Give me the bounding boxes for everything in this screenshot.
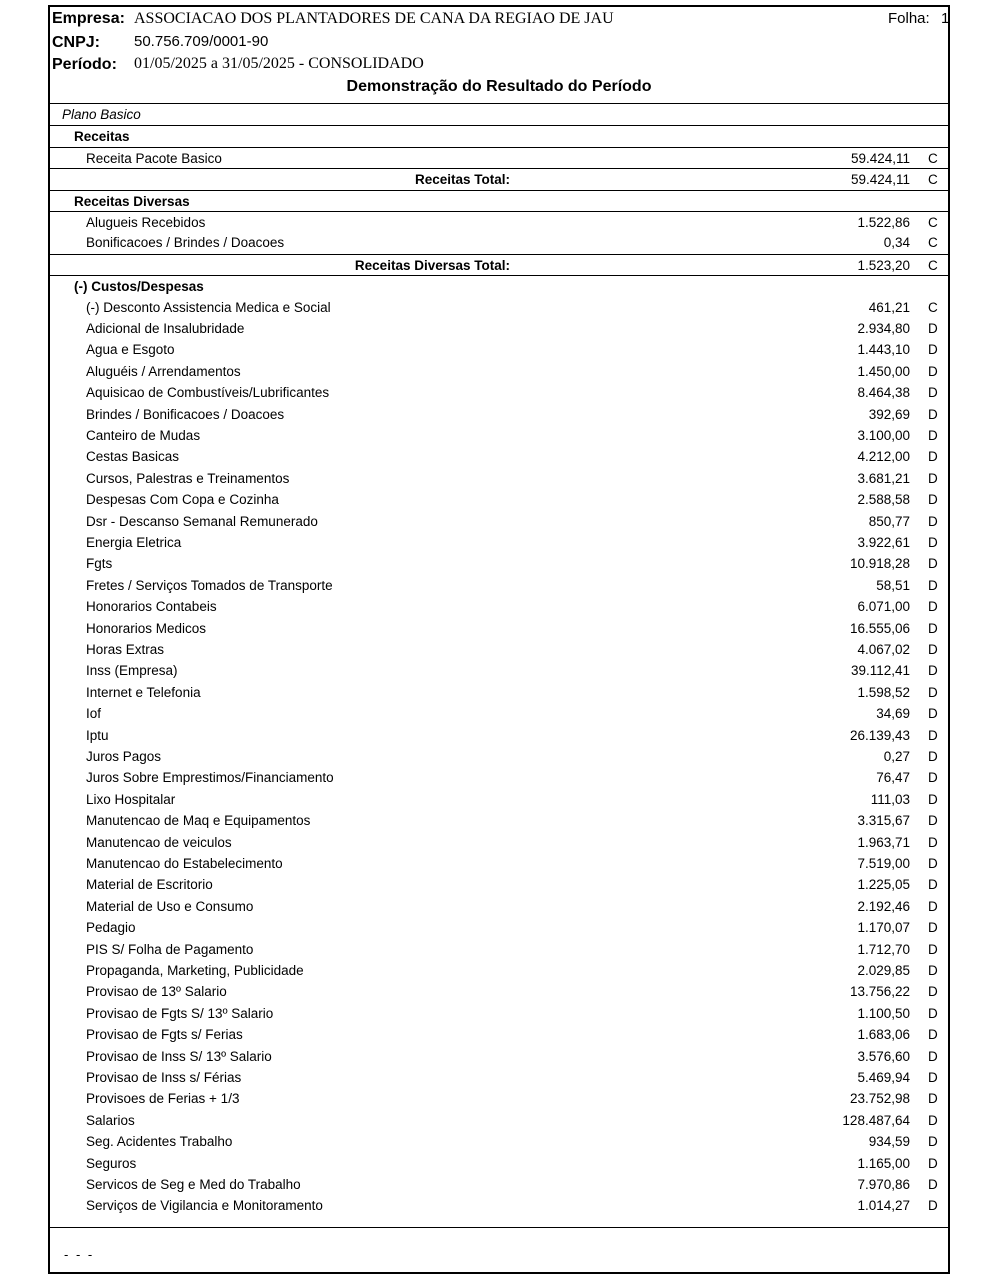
- account-name: Energia Eletrica: [86, 535, 182, 550]
- debit-credit-flag: D: [928, 642, 938, 657]
- table-row: [50, 1153, 948, 1174]
- amount-value: 111,03: [870, 791, 910, 807]
- debit-credit-flag: C: [928, 257, 938, 273]
- amount-value: 1.170,07: [857, 920, 910, 936]
- account-name: Provisao de Inss s/ Férias: [86, 1070, 242, 1085]
- account-name: Adicional de Insalubridade: [86, 321, 245, 336]
- account-name: Dsr - Descanso Semanal Remunerado: [86, 513, 318, 529]
- account-name: Lixo Hospitalar: [86, 791, 176, 807]
- amount-value: 1.165,00: [857, 1155, 910, 1171]
- debit-credit-flag: D: [928, 770, 938, 786]
- footer-text: - - -: [64, 1247, 95, 1262]
- table-row: [50, 468, 948, 489]
- debit-credit-flag: D: [928, 406, 938, 422]
- amount-value: 850,77: [868, 513, 910, 529]
- account-name: Aquisicao de Combustíveis/Lubrificantes: [86, 385, 330, 401]
- debit-credit-flag: D: [928, 363, 938, 379]
- account-name: Alugueis Recebidos: [86, 215, 206, 230]
- debit-credit-flag: D: [928, 1134, 938, 1150]
- amount-value: 26.139,43: [849, 727, 910, 743]
- debit-credit-flag: D: [928, 577, 938, 593]
- account-name: Horas Extras: [86, 642, 165, 657]
- amount-value: 2.192,46: [857, 898, 910, 914]
- debit-credit-flag: D: [928, 513, 938, 529]
- debit-credit-flag: D: [928, 492, 938, 508]
- account-name: Manutencao de Maq e Equipamentos: [86, 813, 311, 829]
- amount-value: 1.523,20: [857, 257, 910, 273]
- table-row: [50, 1088, 948, 1109]
- table-row: [50, 767, 948, 788]
- account-name: Material de Escritorio: [86, 877, 213, 893]
- account-name: Iptu: [86, 727, 109, 743]
- amount-value: 7.519,00: [857, 856, 910, 871]
- amount-value: 1.014,27: [857, 1198, 910, 1214]
- cnpj-label: CNPJ:: [52, 34, 101, 51]
- account-name: Juros Sobre Emprestimos/Financiamento: [86, 770, 334, 786]
- debit-credit-flag: D: [928, 706, 938, 722]
- debit-credit-flag: D: [928, 321, 938, 336]
- table-row: [50, 703, 948, 724]
- table-row: [50, 1195, 948, 1216]
- account-name: Provisoes de Ferias + 1/3: [86, 1091, 240, 1107]
- debit-credit-flag: D: [928, 1091, 938, 1107]
- table-row: [50, 339, 948, 360]
- amount-value: 1.100,50: [857, 1005, 910, 1021]
- table-row: [50, 511, 948, 532]
- amount-value: 1.443,10: [857, 342, 910, 358]
- account-name: Inss (Empresa): [86, 663, 178, 679]
- amount-value: 39.112,41: [850, 663, 910, 679]
- account-name: Honorarios Contabeis: [86, 599, 217, 615]
- account-name: Pedagio: [86, 920, 136, 936]
- table-row: [50, 297, 948, 318]
- total-row: [50, 168, 948, 190]
- table-row: [50, 939, 948, 960]
- debit-credit-flag: D: [928, 941, 938, 957]
- amount-value: 3.681,21: [857, 470, 910, 486]
- account-name: Provisao de Fgts S/ 13º Salario: [86, 1005, 274, 1021]
- account-name: Cestas Basicas: [86, 449, 180, 465]
- table-row: [50, 361, 948, 382]
- account-name: Bonificacoes / Brindes / Doacoes: [86, 235, 285, 251]
- debit-credit-flag: D: [928, 834, 938, 850]
- debit-credit-flag: D: [928, 1027, 938, 1043]
- account-name: PIS S/ Folha de Pagamento: [86, 941, 254, 957]
- table-row: [50, 810, 948, 831]
- account-name: Propaganda, Marketing, Publicidade: [86, 963, 304, 978]
- account-name: Iof: [86, 706, 102, 722]
- debit-credit-flag: D: [928, 535, 938, 550]
- debit-credit-flag: D: [928, 749, 938, 764]
- table-row: [50, 639, 948, 660]
- account-name: Fgts: [86, 556, 113, 572]
- amount-value: 59.424,11: [850, 172, 910, 188]
- total-row: [50, 254, 948, 276]
- folha-value: 1: [941, 10, 950, 27]
- account-name: Serviços de Vigilancia e Monitoramento: [86, 1198, 323, 1214]
- debit-credit-flag: D: [928, 385, 938, 401]
- debit-credit-flag: C: [928, 172, 938, 188]
- debit-credit-flag: D: [928, 1005, 938, 1021]
- table-row: [50, 575, 948, 596]
- account-name: Agua e Esgoto: [86, 342, 175, 358]
- total-label: Receitas Total:: [414, 172, 510, 188]
- amount-value: 16.555,06: [849, 620, 910, 636]
- amount-value: 59.424,11: [850, 150, 910, 166]
- periodo-value: 01/05/2025 a 31/05/2025 - CONSOLIDADO: [134, 55, 424, 72]
- section-title: Receitas: [74, 129, 130, 145]
- amount-value: 1.712,70: [857, 941, 910, 957]
- table-row: [50, 1131, 948, 1152]
- table-row: [50, 896, 948, 917]
- table-row: [50, 318, 948, 339]
- section-header: [50, 190, 948, 212]
- amount-value: 34,69: [876, 706, 910, 722]
- amount-value: 392,69: [868, 406, 910, 422]
- amount-value: 1.963,71: [857, 834, 910, 850]
- amount-value: 934,59: [868, 1134, 910, 1150]
- debit-credit-flag: D: [928, 684, 938, 700]
- empresa-value: ASSOCIACAO DOS PLANTADORES DE CANA DA REGIAO DE JAU: [134, 10, 614, 27]
- table-row: [50, 1174, 948, 1195]
- table-row: [50, 725, 948, 746]
- account-name: Honorarios Medicos: [86, 620, 207, 636]
- account-name: Servicos de Seg e Med do Trabalho: [86, 1177, 301, 1192]
- debit-credit-flag: C: [928, 235, 938, 251]
- amount-value: 7.970,86: [857, 1177, 910, 1192]
- debit-credit-flag: D: [928, 877, 938, 893]
- amount-value: 76,47: [876, 770, 910, 786]
- amount-value: 8.464,38: [857, 385, 910, 401]
- account-name: Provisao de 13º Salario: [86, 984, 227, 1000]
- amount-value: 1.522,86: [857, 215, 910, 230]
- debit-credit-flag: D: [928, 984, 938, 1000]
- table-row: [50, 232, 948, 253]
- amount-value: 3.315,67: [857, 813, 910, 829]
- debit-credit-flag: D: [928, 813, 938, 829]
- account-name: Provisao de Fgts s/ Ferias: [86, 1027, 243, 1043]
- account-name: Juros Pagos: [86, 749, 162, 764]
- table-row: [50, 425, 948, 446]
- account-name: Fretes / Serviços Tomados de Transporte: [86, 577, 333, 593]
- debit-credit-flag: D: [928, 663, 938, 679]
- section-title: Receitas Diversas: [74, 193, 190, 209]
- debit-credit-flag: D: [928, 727, 938, 743]
- plan-label-row: [50, 104, 948, 125]
- amount-value: 13.756,22: [849, 984, 910, 1000]
- debit-credit-flag: C: [928, 150, 938, 166]
- debit-credit-flag: D: [928, 1112, 938, 1128]
- account-name: Seg. Acidentes Trabalho: [86, 1134, 233, 1150]
- account-name: Despesas Com Copa e Cozinha: [86, 492, 279, 508]
- cnpj-value: 50.756.709/0001-90: [134, 33, 269, 50]
- account-name: Canteiro de Mudas: [86, 428, 201, 443]
- amount-value: 2.934,80: [857, 321, 910, 336]
- table-row: [50, 382, 948, 403]
- debit-credit-flag: D: [928, 1198, 938, 1214]
- table-row: [50, 1003, 948, 1024]
- table-row: [50, 874, 948, 895]
- amount-value: 1.450,00: [857, 363, 910, 379]
- amount-value: 3.576,60: [857, 1048, 910, 1064]
- account-name: Salarios: [86, 1112, 135, 1128]
- footer-divider: [50, 1227, 948, 1228]
- debit-credit-flag: D: [928, 1048, 938, 1064]
- amount-value: 2.588,58: [857, 492, 910, 508]
- debit-credit-flag: D: [928, 556, 938, 572]
- debit-credit-flag: D: [928, 470, 938, 486]
- periodo-label: Período:: [52, 56, 117, 73]
- amount-value: 4.212,00: [857, 449, 910, 465]
- folha-label: Folha:: [888, 10, 930, 27]
- table-row: [50, 1067, 948, 1088]
- amount-value: 3.922,61: [857, 535, 910, 550]
- debit-credit-flag: D: [928, 920, 938, 936]
- account-name: Seguros: [86, 1155, 137, 1171]
- debit-credit-flag: D: [928, 620, 938, 636]
- debit-credit-flag: D: [928, 898, 938, 914]
- amount-value: 2.029,85: [857, 963, 910, 978]
- debit-credit-flag: C: [928, 299, 938, 315]
- table-row: [50, 917, 948, 938]
- debit-credit-flag: D: [928, 1177, 938, 1192]
- debit-credit-flag: D: [928, 428, 938, 443]
- amount-value: 0,27: [883, 749, 910, 764]
- table-row: [50, 853, 948, 874]
- amount-value: 3.100,00: [857, 428, 910, 443]
- amount-value: 5.469,94: [857, 1070, 910, 1085]
- account-name: Material de Uso e Consumo: [86, 898, 254, 914]
- account-name: Cursos, Palestras e Treinamentos: [86, 470, 290, 486]
- table-row: [50, 147, 948, 169]
- debit-credit-flag: D: [928, 1155, 938, 1171]
- debit-credit-flag: D: [928, 599, 938, 615]
- table-row: [50, 489, 948, 510]
- table-row: [50, 660, 948, 681]
- table-row: [50, 960, 948, 981]
- debit-credit-flag: D: [928, 342, 938, 358]
- debit-credit-flag: D: [928, 856, 938, 871]
- account-name: Receita Pacote Basico: [86, 150, 222, 166]
- section-header: [50, 125, 948, 147]
- table-row: [50, 746, 948, 767]
- table-row: [50, 532, 948, 553]
- amount-value: 461,21: [868, 299, 910, 315]
- document-title: Demonstração do Resultado do Período: [346, 78, 652, 95]
- account-name: Provisao de Inss S/ 13º Salario: [86, 1048, 272, 1064]
- debit-credit-flag: D: [928, 449, 938, 465]
- table-row: [50, 446, 948, 467]
- plan-label: Plano Basico: [62, 107, 141, 122]
- table-row: [50, 596, 948, 617]
- debit-credit-flag: D: [928, 963, 938, 978]
- report-page: [48, 5, 950, 1274]
- table-row: [50, 981, 948, 1002]
- section-header: [50, 275, 948, 297]
- amount-value: 23.752,98: [849, 1091, 910, 1107]
- table-row: [50, 682, 948, 703]
- table-row: [50, 1110, 948, 1131]
- debit-credit-flag: C: [928, 215, 938, 230]
- amount-value: 6.071,00: [857, 599, 910, 615]
- amount-value: 1.225,05: [857, 877, 910, 893]
- section-title: (-) Custos/Despesas: [74, 279, 204, 295]
- debit-credit-flag: D: [928, 1070, 938, 1085]
- amount-value: 128.487,64: [842, 1112, 910, 1128]
- account-name: Brindes / Bonificacoes / Doacoes: [86, 406, 285, 422]
- debit-credit-flag: D: [928, 791, 938, 807]
- amount-value: 0,34: [883, 235, 910, 251]
- empresa-label: Empresa:: [52, 10, 125, 27]
- amount-value: 1.598,52: [857, 684, 910, 700]
- table-row: [50, 553, 948, 574]
- table-row: [50, 789, 948, 810]
- amount-value: 58,51: [876, 577, 910, 593]
- table-row: [50, 618, 948, 639]
- amount-value: 1.683,06: [857, 1027, 910, 1043]
- account-name: Manutencao do Estabelecimento: [86, 856, 283, 871]
- table-row: [50, 1024, 948, 1045]
- table-row: [50, 1046, 948, 1067]
- account-name: Manutencao de veiculos: [86, 834, 232, 850]
- table-row: [50, 832, 948, 853]
- amount-value: 10.918,28: [849, 556, 910, 572]
- amount-value: 4.067,02: [857, 642, 910, 657]
- table-row: [50, 404, 948, 425]
- account-name: (-) Desconto Assistencia Medica e Social: [86, 299, 331, 315]
- table-row: [50, 211, 948, 233]
- account-name: Internet e Telefonia: [86, 684, 201, 700]
- account-name: Aluguéis / Arrendamentos: [86, 363, 241, 379]
- total-label: Receitas Diversas Total:: [354, 257, 510, 273]
